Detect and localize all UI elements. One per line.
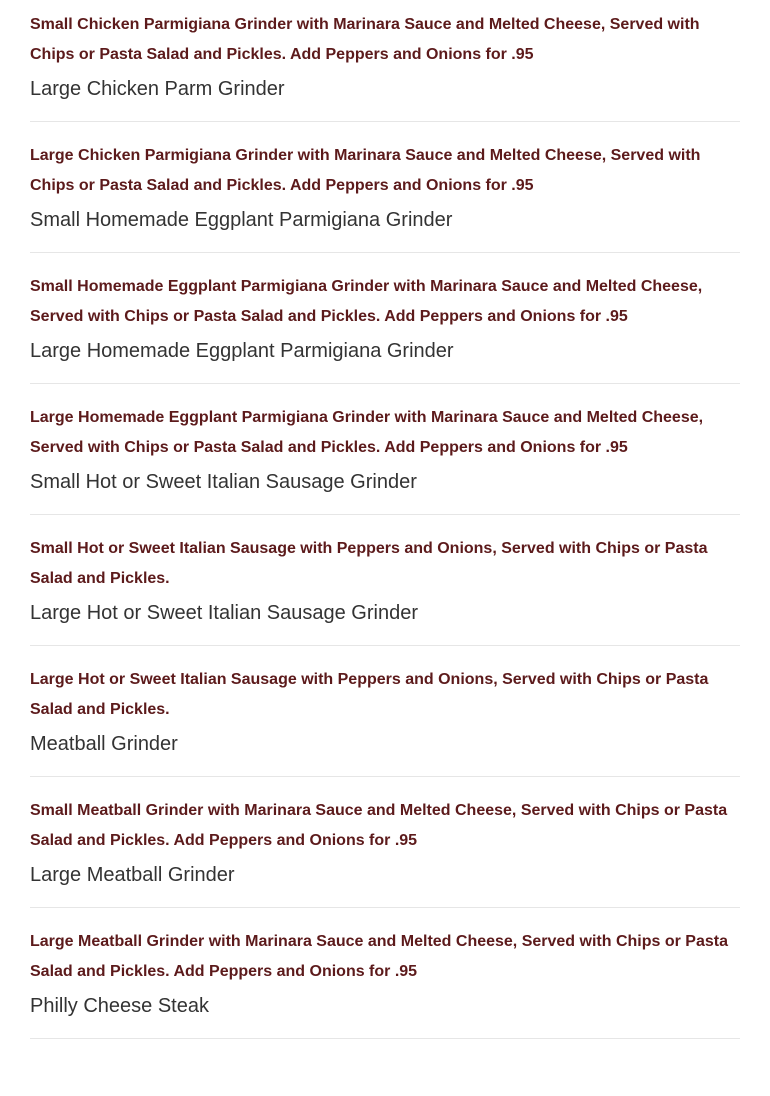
item-title[interactable]: Small Homemade Eggplant Parmigiana Grinder	[30, 209, 453, 231]
item-title[interactable]: Large Chicken Parm Grinder	[30, 78, 285, 100]
menu-item	[30, 141, 740, 253]
menu-list	[30, 10, 740, 1058]
item-description: Large Homemade Eggplant Parmigiana Grinder with Marinara Sauce and Melted Cheese, Served with Chips or Pasta Salad and Pickles. Add Peppers and Onions for .95	[30, 409, 704, 456]
item-description: Small Meatball Grinder with Marinara Sauce and Melted Cheese, Served with Chips or Pasta Salad and Pickles. Add Peppers and Onions for .95	[30, 802, 728, 849]
item-title[interactable]: Meatball Grinder	[30, 733, 178, 755]
item-title[interactable]: Small Hot or Sweet Italian Sausage Grinder	[30, 471, 417, 493]
item-description: Large Hot or Sweet Italian Sausage with Peppers and Onions, Served with Chips or Pasta Salad and Pickles.	[30, 671, 709, 718]
menu-item	[30, 796, 740, 908]
menu-item	[30, 272, 740, 384]
item-title[interactable]: Large Hot or Sweet Italian Sausage Grinder	[30, 602, 418, 624]
item-title[interactable]: Philly Cheese Steak	[30, 995, 209, 1017]
menu-item	[30, 534, 740, 646]
item-description: Small Chicken Parmigiana Grinder with Marinara Sauce and Melted Cheese, Served with Chips or Pasta Salad and Pickles. Add Peppers and Onions for .95	[30, 16, 700, 63]
item-description: Large Chicken Parmigiana Grinder with Marinara Sauce and Melted Cheese, Served with Chips or Pasta Salad and Pickles. Add Peppers and Onions for .95	[30, 147, 701, 194]
item-title[interactable]: Large Meatball Grinder	[30, 864, 235, 886]
item-description: Large Meatball Grinder with Marinara Sauce and Melted Cheese, Served with Chips or Pasta Salad and Pickles. Add Peppers and Onions for .95	[30, 933, 728, 980]
menu-item	[30, 10, 740, 122]
menu-item	[30, 403, 740, 515]
item-description: Small Hot or Sweet Italian Sausage with Peppers and Onions, Served with Chips or Pasta Salad and Pickles.	[30, 540, 708, 587]
menu-item	[30, 665, 740, 777]
menu-item	[30, 927, 740, 1039]
item-title[interactable]: Large Homemade Eggplant Parmigiana Grinder	[30, 340, 454, 362]
item-description: Small Homemade Eggplant Parmigiana Grinder with Marinara Sauce and Melted Cheese, Served with Chips or Pasta Salad and Pickles. Add Peppers and Onions for .95	[30, 278, 703, 325]
